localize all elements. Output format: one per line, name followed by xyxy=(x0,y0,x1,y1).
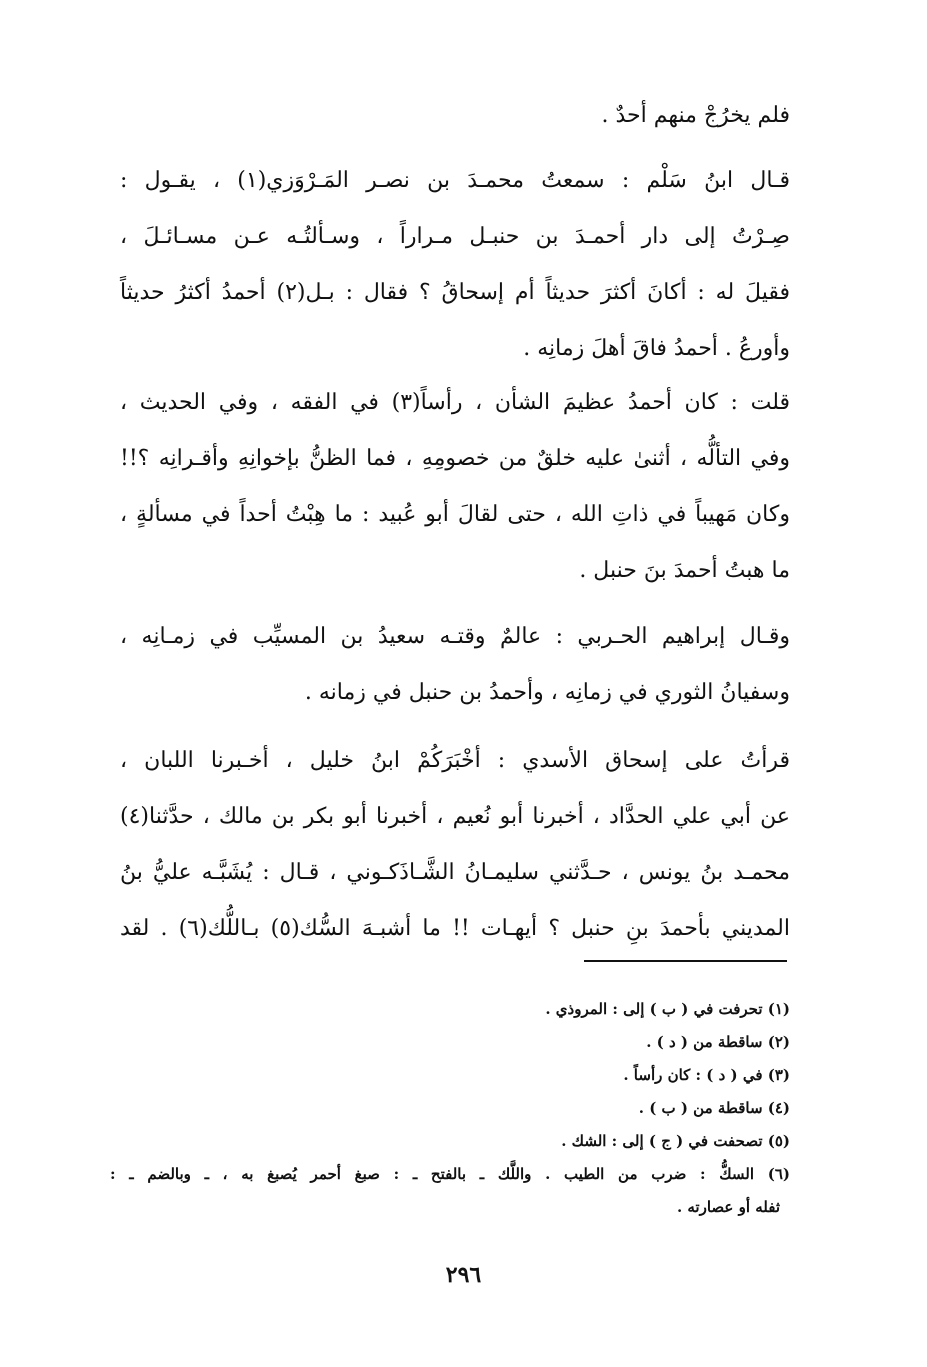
text-line: صِـرْتُ إلى دار أحمـدَ بن حنبـل مـراراً ، وسـألتُـه عـن مسـائـلَ ، xyxy=(120,224,790,249)
footnotes xyxy=(110,993,790,1224)
text-line: وأورعُ . أحمدُ فاقَ أهلَ زمانِه . xyxy=(523,336,790,361)
footnote: (٦) السكُّ : ضرب من الطيب . واللَّك ـ بالفتح ـ : صبغ أحمر يُصبغ به ، ـ وبالضم ـ : xyxy=(110,1165,790,1183)
footnote: (٤) ساقطة من ( ب ) . xyxy=(638,1099,790,1117)
text-line: محمـد بنُ يونس ، حـدَّثني سليمـانُ الشَّـاذَكـوني ، قـال : يُشَبَّـه عليُّ بنُ xyxy=(120,860,790,885)
text-line: وفي التألُّه ، أثنىٰ عليه خلقٌ من خصومِهِ ، فما الظنُّ بإخوانِهِ وأقـرانِه ؟!! xyxy=(120,446,790,471)
page-number: ٢٩٦ xyxy=(445,1262,482,1288)
text-line: قرأتُ على إسحاق الأسدي : أخْبَرَكُمْ ابنُ خليل ، أخـبرنا اللبان ، xyxy=(120,748,790,773)
footnote-separator xyxy=(584,960,787,962)
paragraph-asadi xyxy=(120,733,790,957)
paragraph-harbi xyxy=(120,609,790,721)
text-line: عن أبي علي الحدَّاد ، أخبرنا أبو نُعيم ، أخبرنا أبو بكر بن مالك ، حدَّثنا(٤) xyxy=(120,804,790,829)
text-line: فلم يخرُجْ منهم أحدٌ . xyxy=(601,103,790,128)
paragraph-ibn-salm xyxy=(120,153,790,377)
footnote: (٢) ساقطة من ( د ) . xyxy=(646,1033,790,1051)
text-line: وكان مَهيباً في ذاتِ الله ، حتى لقالَ أبو عُبيد : ما هِبْتُ أحداً في مسألةٍ ، xyxy=(120,502,790,527)
text-line: وسفيانُ الثوري في زمانِه ، وأحمدُ بن حنبل في زمانه . xyxy=(304,680,790,705)
footnote: (٣) في ( د ) : كان رأساً . xyxy=(623,1066,790,1084)
text-line: قلت : كان أحمدُ عظيمَ الشأن ، رأساً(٣) في الفقه ، وفي الحديث ، xyxy=(120,390,791,415)
footnote: (١) تحرفت في ( ب ) إلى : المروذي . xyxy=(545,1000,790,1018)
text-line: قـال ابنُ سَلْم : سمعتُ محمـدَ بن نصـر المَـرْوَزي(١) ، يقـول : xyxy=(120,168,790,193)
footnote-continuation: ثفله أو عصارته . xyxy=(676,1198,780,1216)
opening-line xyxy=(120,88,790,144)
footnote: (٥) تصحفت في ( ج ) إلى : الشك . xyxy=(561,1132,790,1150)
text-line: ما هبتُ أحمدَ بنَ حنبل . xyxy=(579,558,790,583)
text-line: فقيلَ له : أكانَ أكثرَ حديثاً أم إسحاقُ ؟ فقال : بـل(٢) أحمدُ أكثرُ حديثاً xyxy=(120,280,790,305)
text-line: وقـال إبراهيم الحـربي : عالمٌ وقتـه سعيدُ بن المسيِّب في زمـانِه ، xyxy=(120,624,790,649)
paragraph-author-comment xyxy=(120,375,790,599)
text-line: المديني بأحمدَ بنِ حنبل ؟ أيهـات !! ما أشبـهَ السُّك(٥) بـاللُّك(٦) . لقد xyxy=(120,916,790,941)
